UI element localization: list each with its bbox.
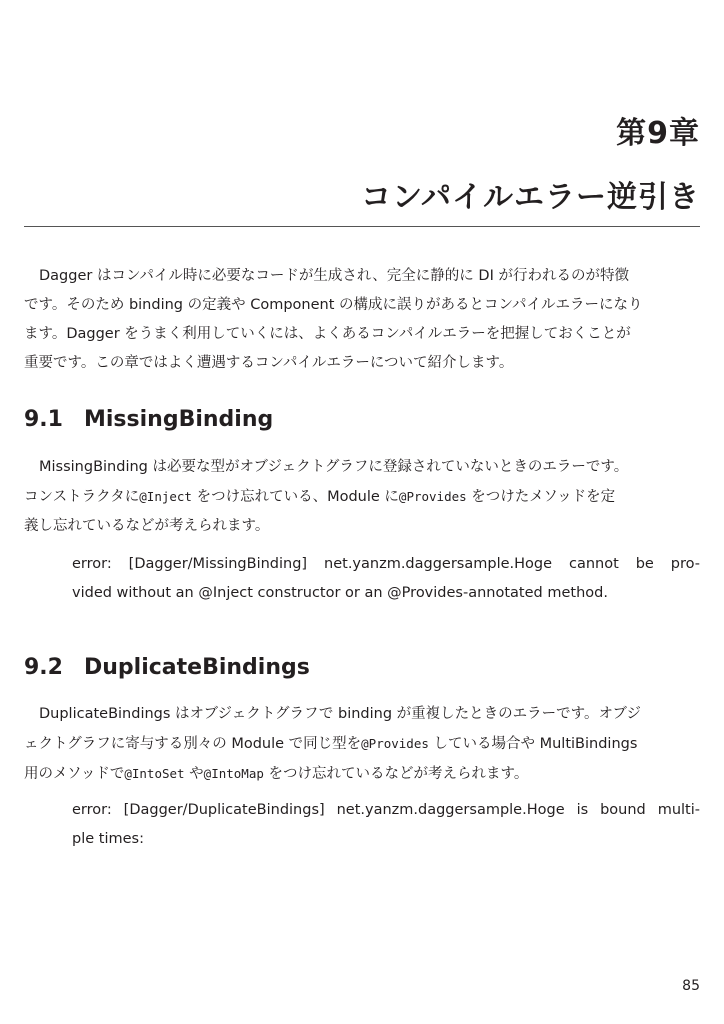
missing-binding-paragraph	[24, 453, 700, 541]
duplicate-bindings-line-3	[24, 759, 700, 789]
text-segment: をつけ忘れている、Module に	[191, 489, 399, 505]
chapter-title: コンパイルエラー逆引き	[361, 180, 700, 215]
chapter-number: 第9章	[616, 116, 700, 151]
section-title: MissingBinding	[84, 407, 274, 432]
section-title: DuplicateBindings	[84, 655, 310, 680]
error-line-2: ple times:	[72, 831, 144, 847]
code-intoset: @IntoSet	[124, 766, 185, 781]
error-line-1: error: [Dagger/MissingBinding] net.yanzm.daggersample.Hoge cannot be pro-	[72, 556, 700, 572]
text-segment: ェクトグラフに寄与する別々の Module で同じ型を	[24, 736, 362, 752]
code-intomap: @IntoMap	[203, 766, 264, 781]
missing-binding-error-message	[72, 550, 700, 608]
intro-line-1: Dagger はコンパイル時に必要なコードが生成され、完全に静的に DI が行われるのが特徴	[39, 268, 629, 284]
text-segment: をつけ忘れているなどが考えられます。	[263, 766, 529, 782]
duplicate-bindings-paragraph	[24, 700, 700, 789]
intro-line-3: ます。Dagger をうまく利用していくには、よくあるコンパイルエラーを把握しておくことが	[24, 326, 631, 342]
text-segment: 用のメソッドで	[24, 766, 125, 782]
section-number: 9.1	[24, 407, 63, 432]
intro-paragraph	[24, 262, 700, 378]
section-heading-duplicate-bindings	[24, 655, 310, 680]
code-provides: @Provides	[361, 736, 429, 751]
text-segment: や	[184, 766, 204, 782]
text-segment: コンストラクタに	[24, 489, 140, 505]
code-inject: @Inject	[139, 489, 192, 504]
intro-line-4: 重要です。この章ではよく遭遇するコンパイルエラーについて紹介します。	[24, 355, 514, 371]
duplicate-bindings-error-message	[72, 796, 700, 854]
chapter-divider	[24, 226, 700, 227]
section-number: 9.2	[24, 655, 63, 680]
text-segment: をつけたメソッドを定	[466, 489, 616, 505]
intro-line-2: です。そのため binding の定義や Component の構成に誤りがあるとコンパイルエラーになり	[24, 297, 643, 313]
code-provides: @Provides	[398, 489, 467, 504]
error-line-2: vided without an @Inject constructor or an @Provides-annotated method.	[72, 585, 608, 601]
section-heading-missing-binding	[24, 407, 273, 432]
duplicate-bindings-line-2	[24, 729, 700, 759]
text-segment: している場合や MultiBindings	[428, 736, 638, 752]
missing-binding-line-3: 義し忘れているなどが考えられます。	[24, 518, 270, 534]
duplicate-bindings-line-1: DuplicateBindings はオブジェクトグラフで binding が重複したときのエラーです。オブジ	[39, 706, 641, 722]
page-number: 85	[682, 978, 700, 994]
missing-binding-line-1: MissingBinding は必要な型がオブジェクトグラフに登録されていないときのエラーです。	[39, 459, 629, 475]
error-line-1: error: [Dagger/DuplicateBindings] net.yanzm.daggersample.Hoge is bound multi-	[72, 802, 700, 818]
missing-binding-line-2	[24, 482, 700, 512]
